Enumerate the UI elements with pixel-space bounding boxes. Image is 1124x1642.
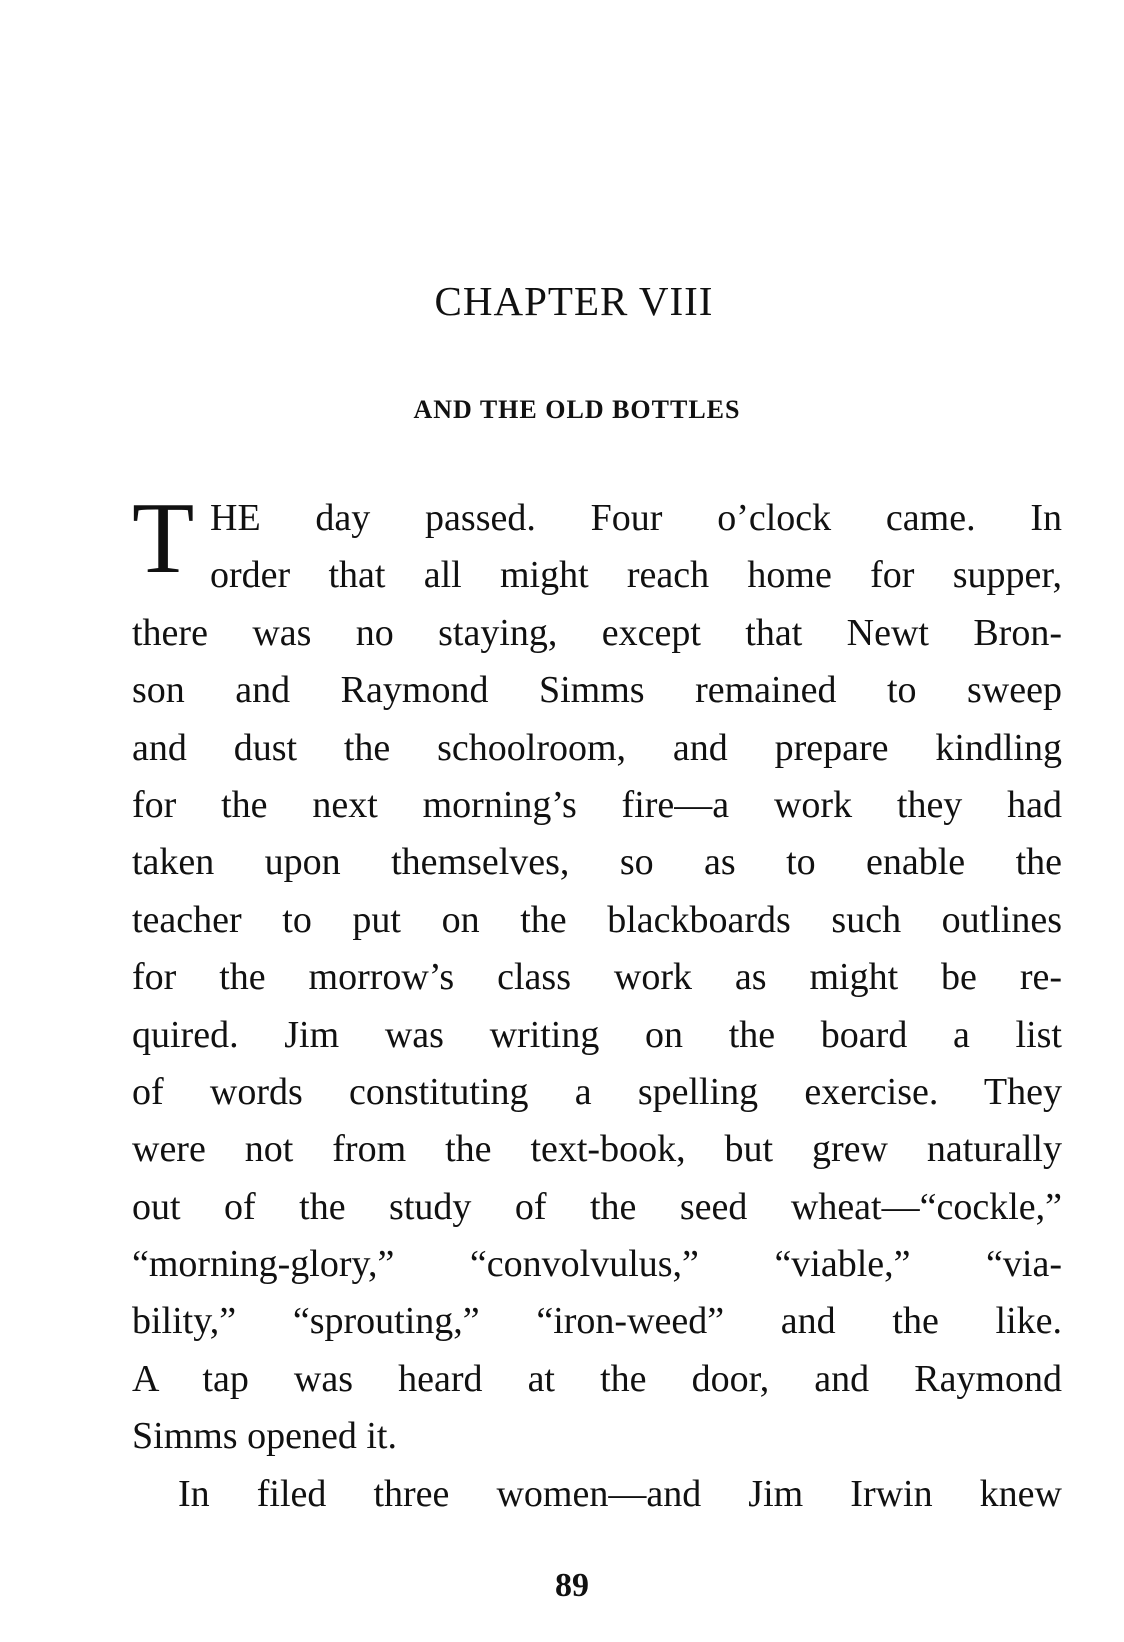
text-line: there was no staying, except that Newt Bron- — [132, 611, 1062, 654]
text-line: of words constituting a spelling exercise. They — [132, 1070, 1062, 1113]
text-line: for the morrow’s class work as might be re- — [132, 956, 1062, 999]
text-line: order that all might reach home for supper, — [210, 554, 1062, 597]
opening-paragraph — [132, 482, 1062, 605]
text-line: A tap was heard at the door, and Raymond — [132, 1357, 1062, 1400]
text-line: and dust the schoolroom, and prepare kindling — [132, 726, 1062, 769]
text-line: quired. Jim was writing on the board a list — [132, 1013, 1062, 1056]
text-line: Simms opened it. — [132, 1415, 397, 1458]
text-line: bility,” “sprouting,” “iron-weed” and the like. — [132, 1300, 1062, 1343]
page-number: 89 — [555, 1567, 589, 1604]
text-line: HE day passed. Four o’clock came. In — [210, 497, 1062, 539]
drop-cap: T — [132, 482, 195, 595]
text-line: taken upon themselves, so as to enable the — [132, 841, 1062, 884]
chapter-subtitle: AND THE OLD BOTTLES — [413, 395, 741, 424]
text-line: “morning-glory,” “convolvulus,” “viable,” “via- — [132, 1243, 1062, 1286]
text-line: teacher to put on the blackboards such outlines — [132, 898, 1062, 941]
chapter-title: CHAPTER VIII — [434, 278, 714, 324]
body-text — [132, 482, 1062, 1523]
text-line: In filed three women—and Jim Irwin knew — [178, 1472, 1062, 1515]
text-line: out of the study of the seed wheat—“cockle,” — [132, 1185, 1062, 1228]
text-line: son and Raymond Simms remained to sweep — [132, 669, 1062, 712]
text-line: were not from the text-book, but grew naturally — [132, 1128, 1062, 1171]
text-line: for the next morning’s fire—a work they had — [132, 783, 1062, 826]
